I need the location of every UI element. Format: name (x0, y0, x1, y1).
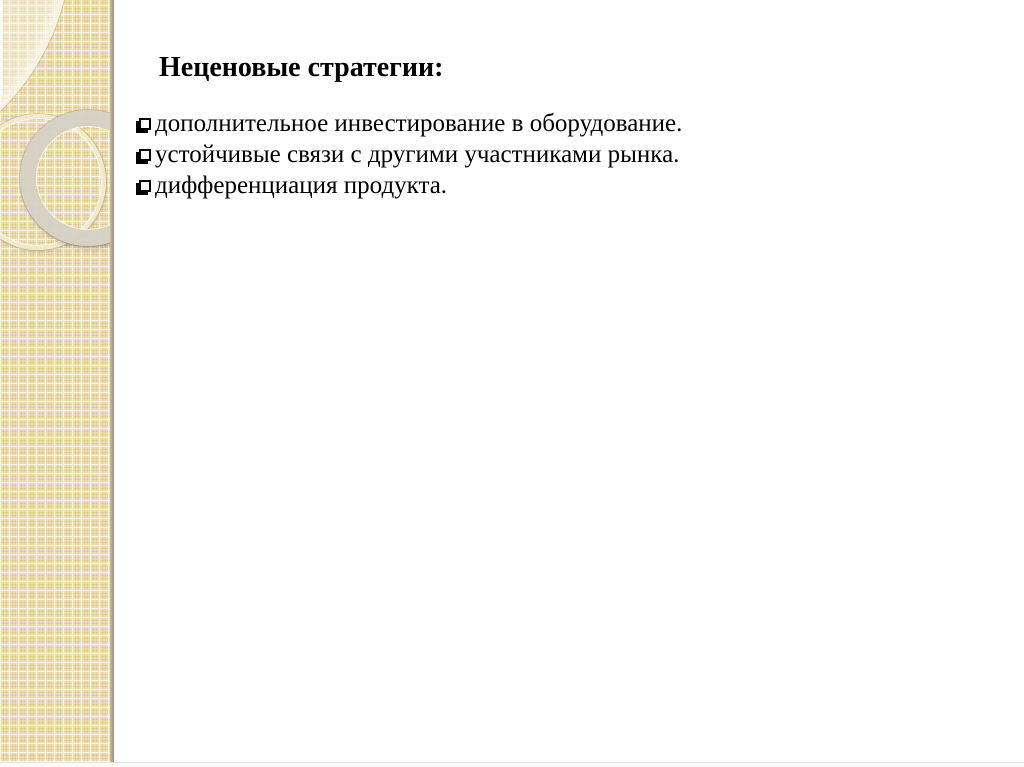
square-bullet-icon (139, 118, 151, 130)
square-bullet-icon (139, 180, 151, 192)
bullet-text: устойчивые связи с другими участниками рынка. (155, 141, 680, 168)
slide-bottom-margin (0, 762, 1024, 767)
left-highlight-strip (0, 0, 3, 96)
bullet-text: дополнительное инвестирование в оборудование. (155, 110, 683, 137)
slide-title: Неценовые стратегии: (159, 52, 444, 83)
bullet-list (136, 108, 682, 201)
sidebar-edge-divider (110, 0, 114, 762)
list-item (136, 170, 682, 201)
list-item (136, 139, 682, 170)
sidebar-decoration (0, 0, 110, 762)
square-bullet-icon (139, 149, 151, 161)
list-item (136, 108, 682, 139)
bullet-text: дифференциация продукта. (155, 172, 448, 199)
